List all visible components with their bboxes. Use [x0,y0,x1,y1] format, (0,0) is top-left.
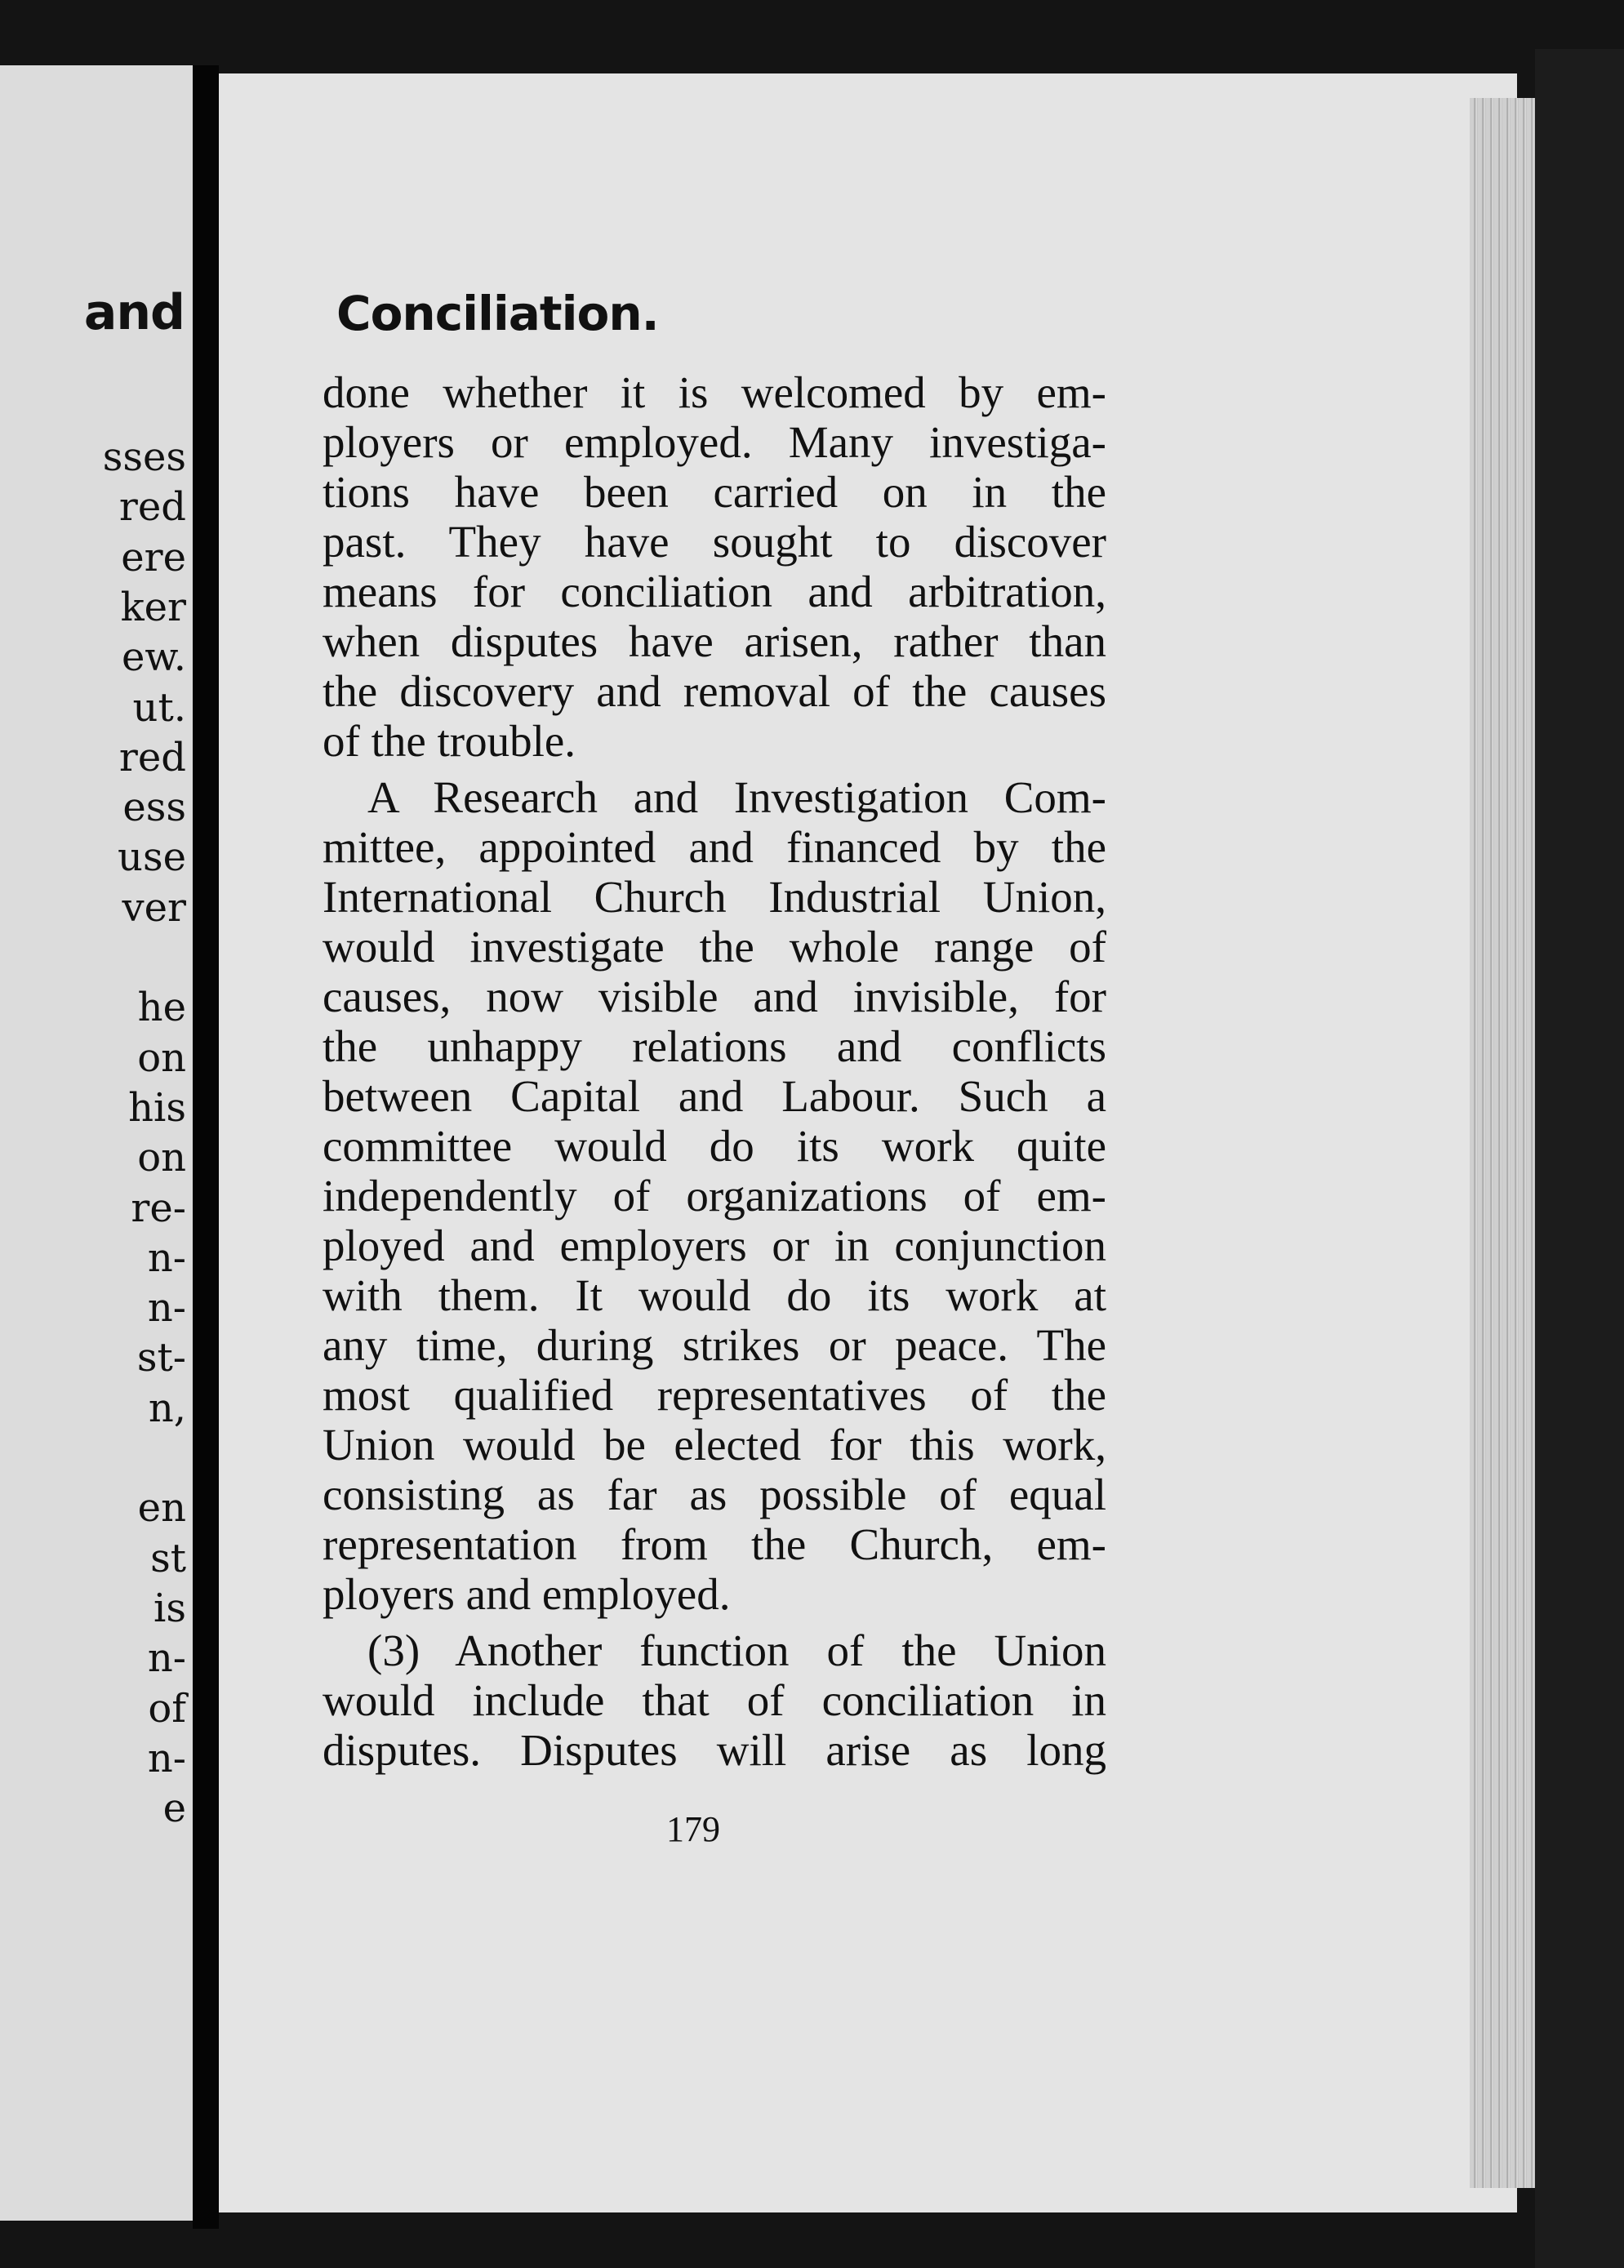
text-line: done whether it is welcomed by em- [323,367,1106,417]
left-page-line-fragment: is [154,1585,186,1631]
text-line: International Church Industrial Union, [323,872,1106,922]
text-line: past. They have sought to discover [323,517,1106,567]
paragraph-1 [323,367,1106,766]
left-page-line-fragment: red [118,735,186,780]
left-page-line-fragment: ew. [121,634,186,680]
left-page-line-fragment: his [128,1085,186,1131]
left-page-line-fragment: n- [147,1635,186,1681]
text-line: causes, now visible and invisible, for [323,972,1106,1021]
left-page-line-fragment: red [118,484,186,530]
running-header: Conciliation. [336,286,659,341]
text-line: means for conciliation and arbitration, [323,567,1106,616]
left-page-line-fragment: use [118,834,186,880]
left-page-line-fragment: he [137,985,186,1030]
left-page-line-fragment: en [137,1485,186,1531]
left-facing-page [0,65,193,2221]
text-line: ployed and employers or in conjunction [323,1221,1106,1270]
text-line: consisting as far as possible of equal [323,1470,1106,1519]
left-page-line-fragment: n- [147,1736,186,1781]
text-line: with them. It would do its work at [323,1270,1106,1320]
left-page-line-fragment: ker [120,585,186,630]
text-line: most qualified representatives of the [323,1370,1106,1420]
left-page-line-fragment: on [137,1035,186,1081]
text-line: independently of organizations of em- [323,1171,1106,1221]
left-page-line-fragment: st- [136,1335,186,1381]
left-page-line-fragment: of [148,1686,186,1732]
book-gutter [193,65,219,2229]
text-line: of the trouble. [323,716,576,766]
left-page-line-fragment: st [150,1536,186,1581]
left-page-line-fragment: on [137,1135,186,1181]
left-page-line-fragment: ver [122,885,186,931]
left-page-line-fragment: e [162,1785,186,1831]
text-line: ployers or employed. Many investiga- [323,417,1106,467]
text-line: would include that of conciliation in [323,1675,1106,1725]
text-line: mittee, appointed and financed by the [323,822,1106,872]
left-page-line-fragment: ut. [132,685,186,731]
left-page-line-fragment: n- [147,1235,186,1281]
text-line: any time, during strikes or peace. The [323,1320,1106,1370]
text-line: would investigate the whole range of [323,922,1106,972]
text-line: when disputes have arisen, rather than [323,616,1106,666]
left-page-line-fragment: re- [131,1185,186,1231]
book-cover-edge [1535,49,1624,2268]
left-page-line-fragment: n, [148,1385,186,1431]
text-line: A Research and Investigation Com- [367,772,1106,822]
left-page-line-fragment: sses [102,434,186,480]
text-line: representation from the Church, em- [323,1519,1106,1569]
text-line: committee would do its work quite [323,1121,1106,1171]
left-page-line-fragment: ess [122,785,186,830]
left-page-line-fragment: n- [147,1285,186,1331]
text-line: Union would be elected for this work, [323,1420,1106,1470]
text-line: the discovery and removal of the causes [323,666,1106,716]
text-line: the unhappy relations and conflicts [323,1021,1106,1071]
paragraph-2 [323,772,1106,1619]
text-line: tions have been carried on in the [323,467,1106,517]
text-line: (3) Another function of the Union [367,1625,1106,1675]
left-page-line-fragment: ere [121,535,186,580]
paragraph-3 [323,1625,1106,1775]
page-edges [1470,98,1535,2188]
left-page-heading-fragment: and [83,284,185,341]
text-line: between Capital and Labour. Such a [323,1071,1106,1121]
page-body [323,367,1106,1775]
text-line: disputes. Disputes will arise as long [323,1725,1106,1775]
text-line: ployers and employed. [323,1569,731,1619]
page-number: 179 [666,1809,720,1849]
